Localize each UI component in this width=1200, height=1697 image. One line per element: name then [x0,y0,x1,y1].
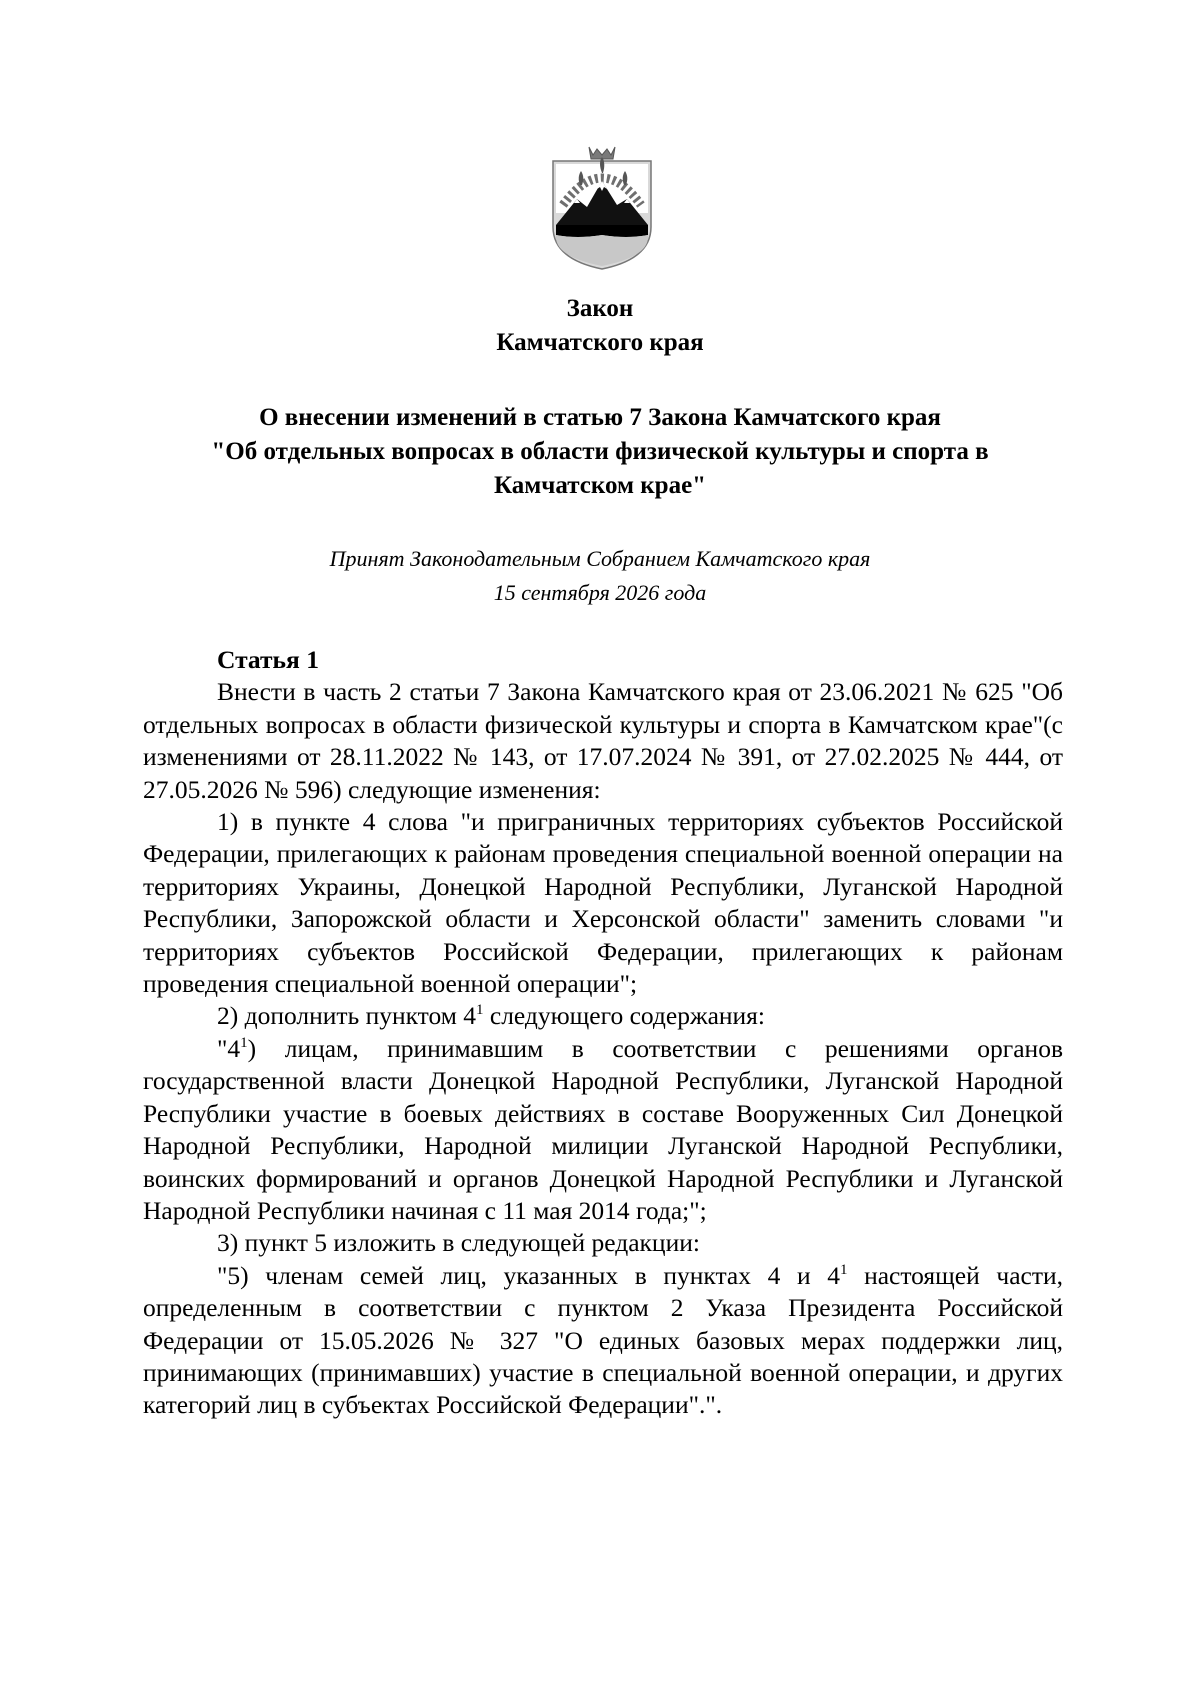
quoted-point-5-text-tail: настоящей части, определенным в соответствии с пунктом 2 Указа Президента Российской Федерации от 15.05.2026 № 327 "О единых базовых мерах поддержки лиц, принимающих (принимавших) участие в специальной военной операции, и других категорий лиц в субъектах Российской Федерации".". [143,1260,1063,1420]
quoted-point-4-1-open: "4 [217,1033,241,1063]
law-region: Камчатского края [496,329,704,356]
article-heading: Статья 1 [217,645,319,674]
article-item-1: 1) в пункте 4 слова "и приграничных территориях субъектов Российской Федерации, прилегающих к районам проведения специальной военной операции на территориях Украины, Донецкой Народной Республики, Луганской Народной Республики, Запорожской области и Херсонской области" заменить словами "и территориях субъектов Российской Федерации, прилегающих к районам проведения специальной военной операции"; [143,807,1063,999]
article-item-2 [143,1000,1063,1032]
article-body [143,644,1063,1422]
article-intro: Внести в часть 2 статьи 7 Закона Камчатского края от 23.06.2021 № 625 "Об отдельных вопросах в области физической культуры и спорта в Камчатском крае"(с изменениями от 28.11.2022 № 143, от 17.07.2024 № 391, от 27.02.2025 № 444, от 27.05.2026 № 596) следующие изменения: [143,677,1063,804]
item-2-text-tail: следующего содержания: [483,1001,765,1031]
quoted-point-5-superscript: 1 [839,1261,848,1278]
law-header [0,292,1200,360]
law-word: Закон [566,295,634,322]
item-2-superscript: 1 [476,1002,484,1019]
adoption-date: 15 сентября 2026 года [493,580,707,605]
article-item-3: 3) пункт 5 изложить в следующей редакции: [217,1228,700,1258]
adoption-line-1: Принят Законодательным Собранием Камчатского края [329,546,871,571]
item-2-text: 2) дополнить пунктом 4 [217,1001,476,1031]
kamchatka-coat-of-arms-icon [547,143,657,271]
law-title-line-3: Камчатском крае" [493,472,707,499]
quoted-point-4-1-text: ) лицам, принимавшим в соответствии с решениями органов государственной власти Донецкой Народной Республики, Луганской Народной Республики участие в боевых действиях в составе Вооруженных Сил Донецкой Народной Республики, Народной милиции Луганской Народной Республики, воинских формирований и органов Донецкой Народной Республики и Луганской Народной Республики начиная с 11 мая 2014 года;"; [143,1033,1063,1225]
quoted-point-4-1 [143,1033,1063,1227]
law-title-line-1: О внесении изменений в статью 7 Закона Камчатского края [259,404,941,431]
law-title-line-2: "Об отдельных вопросах в области физической культуры и спорта в [211,438,989,465]
quoted-point-5 [143,1260,1063,1422]
adoption-note [0,542,1200,610]
quoted-point-5-text: "5) членам семей лиц, указанных в пунктах 4 и 4 [217,1260,840,1290]
law-title [0,401,1200,503]
quoted-point-4-1-superscript: 1 [240,1034,248,1051]
